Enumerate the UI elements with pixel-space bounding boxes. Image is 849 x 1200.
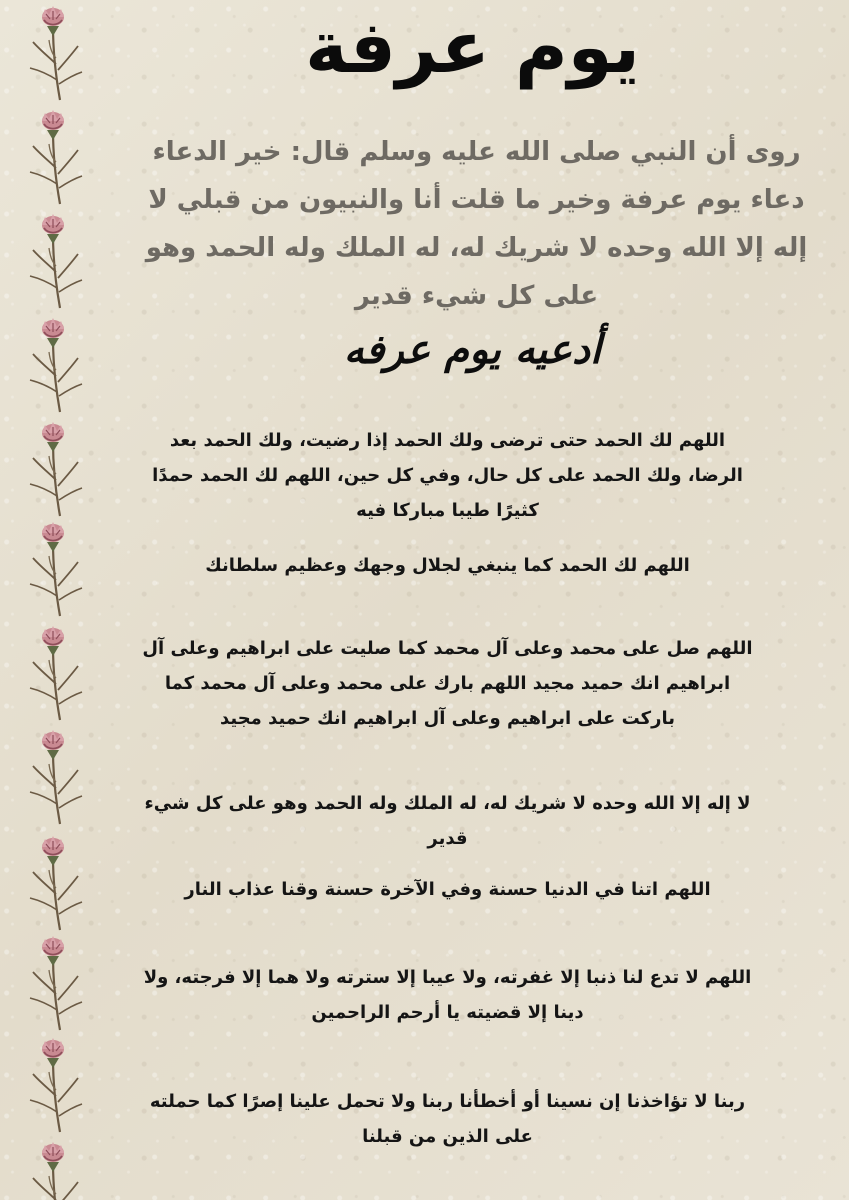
carnation-flower-icon <box>20 930 90 1034</box>
dua-paragraph: اللهم اتنا في الدنيا حسنة وفي الآخرة حسنة وقنا عذاب النار <box>184 879 711 900</box>
carnation-flower-icon <box>20 620 90 724</box>
flower-border <box>20 0 90 1200</box>
carnation-flower-icon <box>20 724 90 828</box>
carnation-flower-icon <box>20 104 90 208</box>
carnation-flower-icon <box>20 208 90 312</box>
hadith-text: روى أن النبي صلى الله عليه وسلم قال: خير الدعاء دعاء يوم عرفة وخير ما قلت أنا والنبيون من قبلي لا إله إلا الله وحده لا شريك له، له الملك وله الحمد وهو على كل شيء قدير <box>145 137 808 311</box>
page-title: يوم عرفة <box>305 5 640 89</box>
carnation-flower-icon <box>20 416 90 520</box>
dua-paragraph: اللهم صل على محمد وعلى آل محمد كما صليت على ابراهيم وعلى آل ابراهيم انك حميد مجيد اللهم بارك على محمد وعلى آل محمد كما باركت على ابراهيم وعلى آل ابراهيم انك حميد مجيد <box>142 638 753 729</box>
carnation-flower-icon <box>20 0 90 104</box>
dua-paragraph: اللهم لك الحمد كما ينبغي لجلال وجهك وعظيم سلطانك <box>205 555 690 576</box>
carnation-flower-icon <box>20 312 90 416</box>
dua-paragraph: اللهم لا تدع لنا ذنبا إلا غفرته، ولا عيبا إلا سترته ولا هما إلا فرجته، ولا دينا إلا قضيته يا أرحم الراحمين <box>143 967 752 1023</box>
carnation-flower-icon <box>20 1032 90 1136</box>
carnation-flower-icon <box>20 516 90 620</box>
carnation-flower-icon <box>20 1136 90 1200</box>
dua-paragraph: لا إله إلا الله وحده لا شريك له، له الملك وله الحمد وهو على كل شيء قدير <box>144 793 751 849</box>
carnation-flower-icon <box>20 830 90 934</box>
dua-paragraph: اللهم لك الحمد حتى ترضى ولك الحمد إذا رضيت، ولك الحمد بعد الرضا، ولك الحمد على كل حال، وفي كل حين، اللهم لك الحمد حمدًا كثيرًا طيبا مباركا فيه <box>152 430 743 521</box>
section-heading: أدعيه يوم عرفه <box>343 326 602 373</box>
dua-paragraph: ربنا لا تؤاخذنا إن نسينا أو أخطأنا ربنا ولا تحمل علينا إصرًا كما حملته على الذين من قبلنا <box>149 1091 746 1147</box>
document-page <box>110 0 835 1200</box>
